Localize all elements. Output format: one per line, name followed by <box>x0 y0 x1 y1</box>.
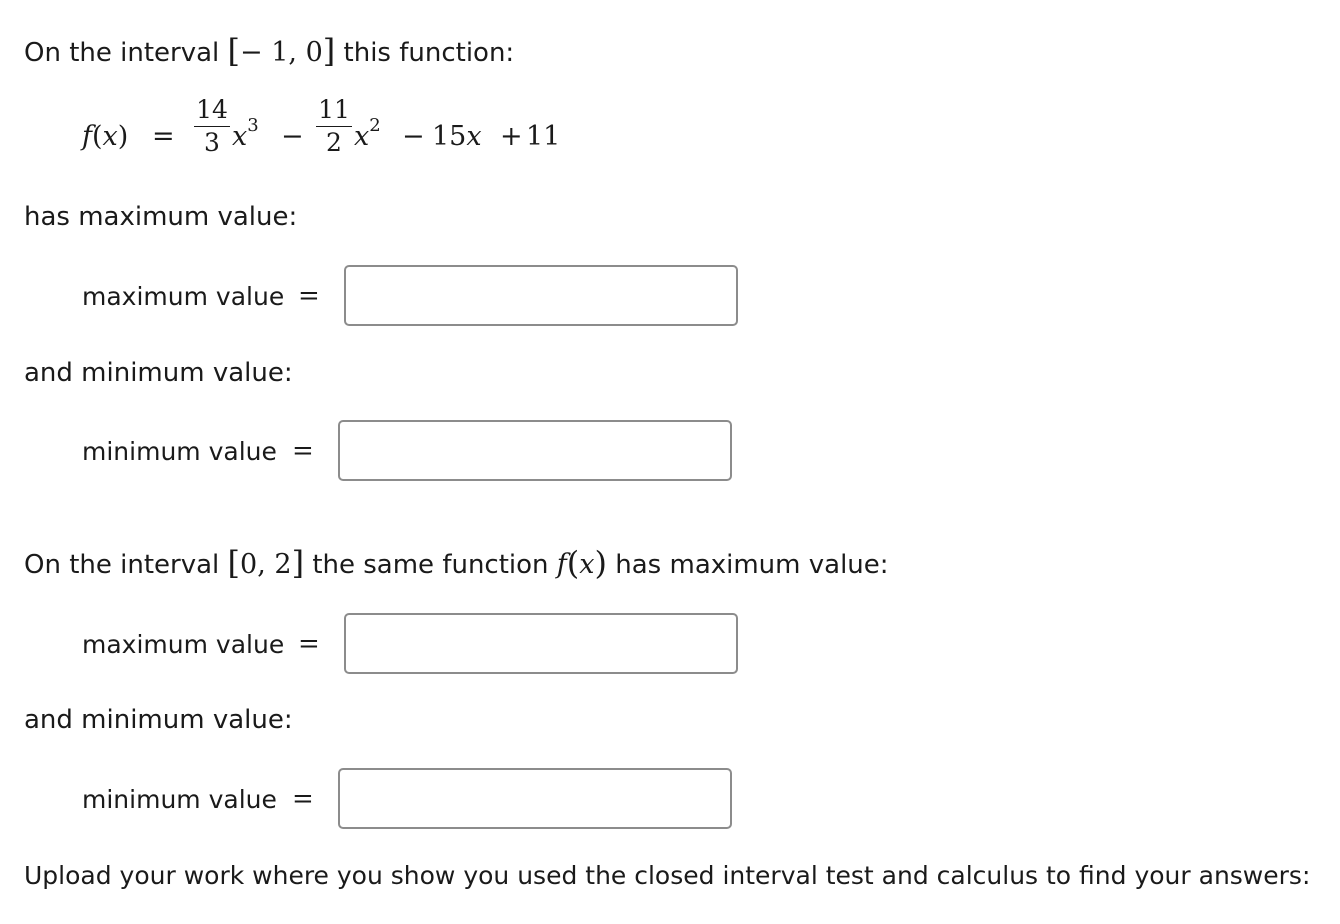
max-value-label-1: maximum value <box>82 282 285 311</box>
fraction-denominator: 3 <box>204 128 220 157</box>
interval-1-prefix: On the interval <box>24 38 220 68</box>
fraction-numerator: 11 <box>318 95 350 124</box>
max-intro-1: has maximum value: <box>24 202 298 232</box>
interval-2-prefix: On the interval <box>24 550 220 580</box>
fraction-numerator: 14 <box>196 95 228 124</box>
max-value-input-1[interactable] <box>344 265 738 326</box>
interval-1-suffix: this function: <box>343 38 515 68</box>
equals-sign: = <box>298 281 320 311</box>
function-lhs: f(x) <box>82 121 129 152</box>
equals-sign: = <box>298 629 320 659</box>
min-intro-2: and minimum value: <box>24 705 293 735</box>
equals-sign: = <box>152 121 175 152</box>
interval-2-suffix: has maximum value: <box>615 550 889 580</box>
term-x-cubed: $x^3$ <box>232 115 259 152</box>
equals-sign: = <box>292 436 314 466</box>
min-value-label-2: minimum value <box>82 785 277 814</box>
min-intro-1: and minimum value: <box>24 358 293 388</box>
min-value-input-1[interactable] <box>338 420 732 481</box>
interval-2-statement <box>24 544 889 582</box>
interval-1-math: [− 1, 0] <box>227 32 336 70</box>
max-value-label-2: maximum value <box>82 630 285 659</box>
term-x-squared: $x^2$ <box>354 115 381 152</box>
function-reference: f(x) <box>556 544 607 582</box>
interval-2-bounds: 0, 2 <box>240 549 292 580</box>
interval-2-middle: the same function <box>312 550 549 580</box>
interval-1-statement <box>24 32 515 70</box>
min-value-label-1: minimum value <box>82 437 277 466</box>
fraction-bar <box>194 126 230 127</box>
max-value-input-2[interactable] <box>344 613 738 674</box>
interval-2-math: [0, 2] <box>227 544 305 582</box>
interval-1-bounds: − 1, 0 <box>240 37 323 68</box>
term-15x: 15x <box>432 121 482 152</box>
equals-sign: = <box>292 784 314 814</box>
min-value-input-2[interactable] <box>338 768 732 829</box>
fraction-denominator: 2 <box>326 128 342 157</box>
minus-sign-1: − <box>281 121 304 152</box>
upload-prompt: Upload your work where you show you used the closed interval test and calculus to find your answers: <box>24 861 1311 890</box>
fraction-bar <box>316 126 352 127</box>
fraction-11-2 <box>316 96 352 157</box>
plus-sign: + <box>500 121 523 152</box>
fraction-14-3 <box>194 96 230 157</box>
minus-sign-2: − <box>402 121 425 152</box>
constant-term: 11 <box>526 121 561 152</box>
